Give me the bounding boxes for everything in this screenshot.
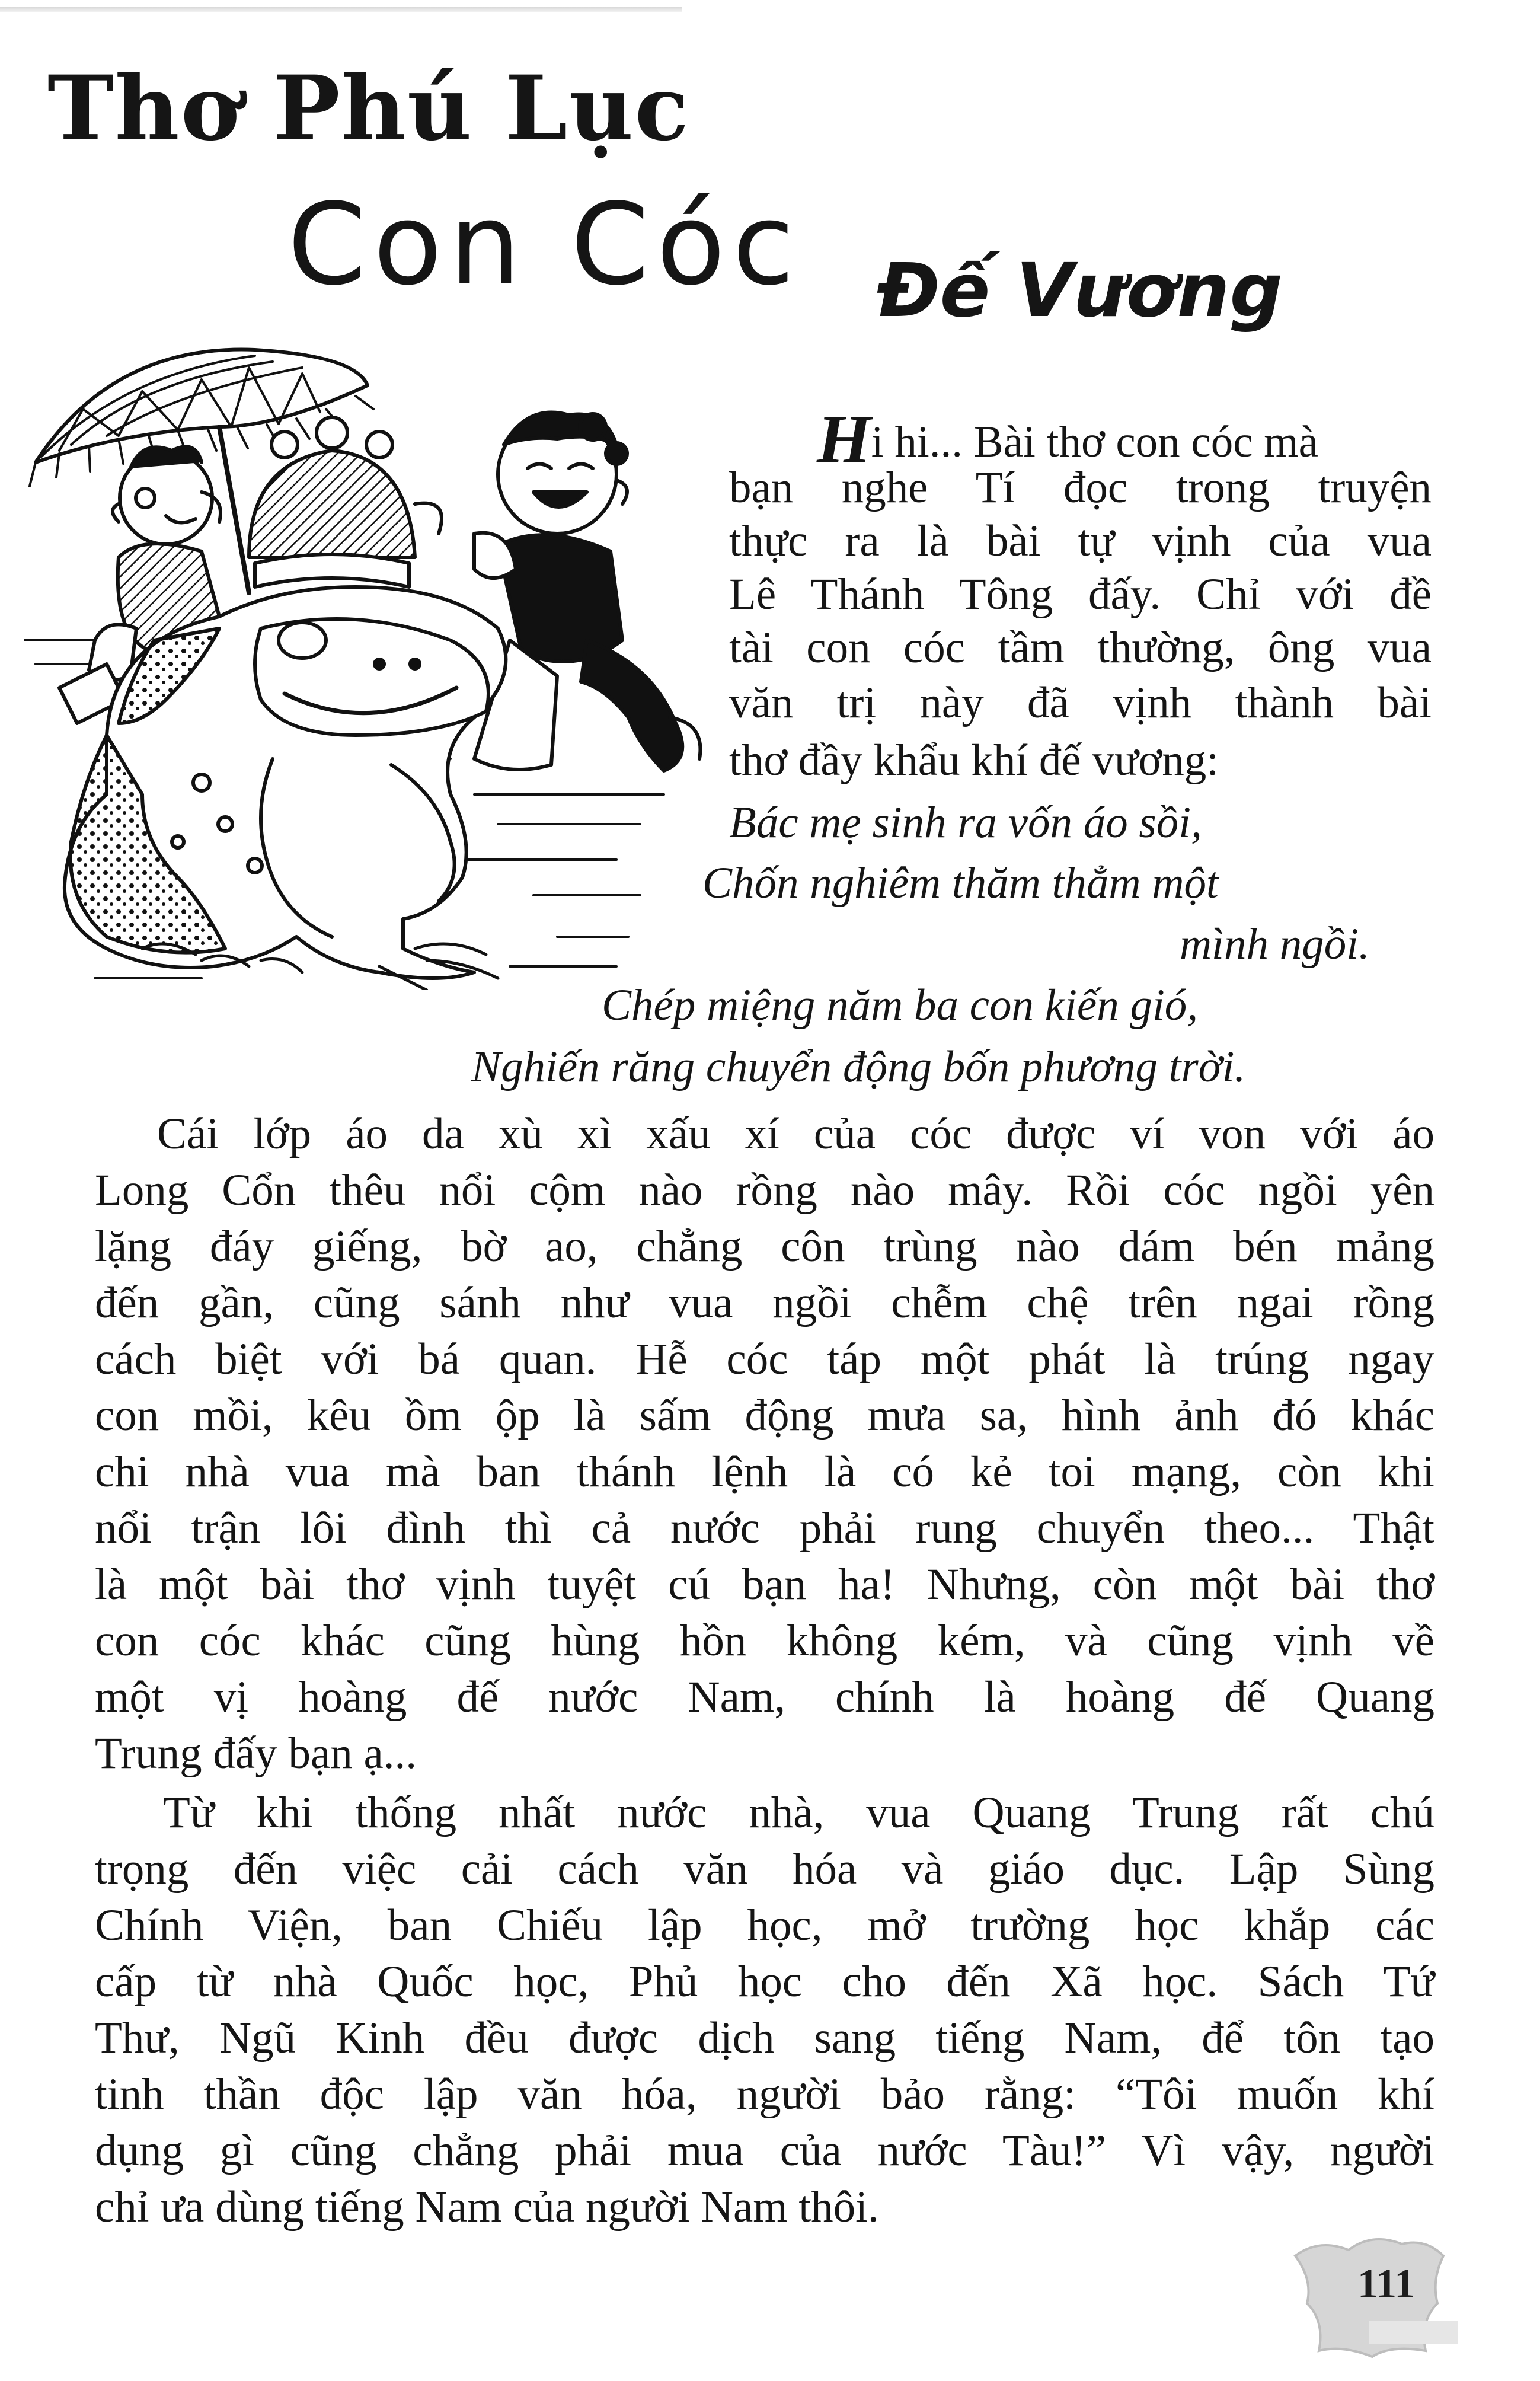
p1-line-5: cách biệt với bá quan. Hễ cóc táp một phát là trúng ngay — [95, 1335, 1434, 1384]
p1-line-10: con cóc khác cũng hùng hồn không kém, và cũng vịnh về — [95, 1616, 1434, 1665]
title-line-3: Đế Vương — [877, 248, 1283, 334]
p2-line-1: Từ khi thống nhất nước nhà, vua Quang Trung rất chú — [163, 1788, 1434, 1837]
p1-line-3: lặng đáy giếng, bờ ao, chẳng côn trùng nào dám bén mảng — [95, 1222, 1434, 1271]
p1-line-1: Cái lớp áo da xù xì xấu xí của cóc được ví von với áo — [157, 1109, 1434, 1158]
page-number: 111 — [1357, 2261, 1416, 2307]
p2-line-6: tinh thần độc lập văn hóa, người bảo rằng: “Tôi muốn khí — [95, 2070, 1434, 2119]
p2-line-5: Thư, Ngũ Kinh đều được dịch sang tiếng Nam, để tôn tạo — [95, 2013, 1434, 2063]
poem-line-3: Chép miệng năm ba con kiến gió, — [602, 981, 1199, 1030]
p1-line-8: nổi trận lôi đình thì cả nước phải rung chuyển theo... Thật — [95, 1504, 1434, 1553]
poem-line-1: Bác mẹ sinh ra vốn áo sồi, — [729, 798, 1202, 847]
intro-line-2: bạn nghe Tí đọc trong truyện — [729, 463, 1432, 512]
p1-line-12: Trung đấy bạn ạ... — [95, 1729, 417, 1778]
p1-line-9: là một bài thơ vịnh tuyệt cú bạn ha! Nhưng, còn một bài thơ — [95, 1560, 1434, 1609]
poem-line-2: Chốn nghiêm thăm thẳm một — [702, 858, 1219, 908]
p2-line-3: Chính Viện, ban Chiếu lập học, mở trường học khắp các — [95, 1901, 1434, 1950]
p1-line-6: con mồi, kêu ồm ộp là sấm động mưa sa, hình ảnh đó khác — [95, 1391, 1434, 1440]
p2-line-7: dụng gì cũng chẳng phải mua của nước Tàu!” Vì vậy, người — [95, 2126, 1434, 2175]
title-line-1: Thơ Phú Lục — [47, 56, 690, 161]
drop-cap: H — [817, 400, 871, 478]
p2-line-8: chỉ ưa dùng tiếng Nam của người Nam thôi. — [95, 2182, 879, 2232]
p1-line-2: Long Cổn thêu nổi cộm nào rồng nào mây. Rồi cóc ngồi yên — [95, 1166, 1434, 1215]
p1-line-4: đến gần, cũng sánh như vua ngồi chễm chệ trên ngai rồng — [95, 1278, 1434, 1327]
frog-king-illustration — [24, 308, 711, 990]
title-line-2: Con Cóc — [287, 179, 802, 310]
p1-line-7: chi nhà vua mà ban thánh lệnh là có kẻ toi mạng, còn khi — [95, 1447, 1434, 1496]
intro-line-1-text: i hi... Bài thơ con cóc mà — [871, 417, 1318, 467]
intro-line-4: Lê Thánh Tông đấy. Chỉ với đề — [729, 570, 1432, 619]
p2-line-4: cấp từ nhà Quốc học, Phủ học cho đến Xã học. Sách Tứ — [95, 1957, 1434, 2006]
intro-line-7: thơ đầy khẩu khí đế vương: — [729, 736, 1219, 785]
p2-line-2: trọng đến việc cải cách văn hóa và giáo dục. Lập Sùng — [95, 1844, 1434, 1894]
intro-line-6: văn trị này đã vịnh thành bài — [729, 678, 1432, 727]
scan-edge — [0, 7, 682, 12]
poem-line-4: Nghiến răng chuyển động bốn phương trời. — [471, 1042, 1246, 1091]
poem-line-2-cont: mình ngồi. — [1180, 920, 1370, 969]
p1-line-11: một vị hoàng đế nước Nam, chính là hoàng đế Quang — [95, 1673, 1434, 1722]
intro-line-5: tài con cóc tầm thường, ông vua — [729, 623, 1432, 672]
intro-line-3: thực ra là bài tự vịnh của vua — [729, 516, 1432, 566]
